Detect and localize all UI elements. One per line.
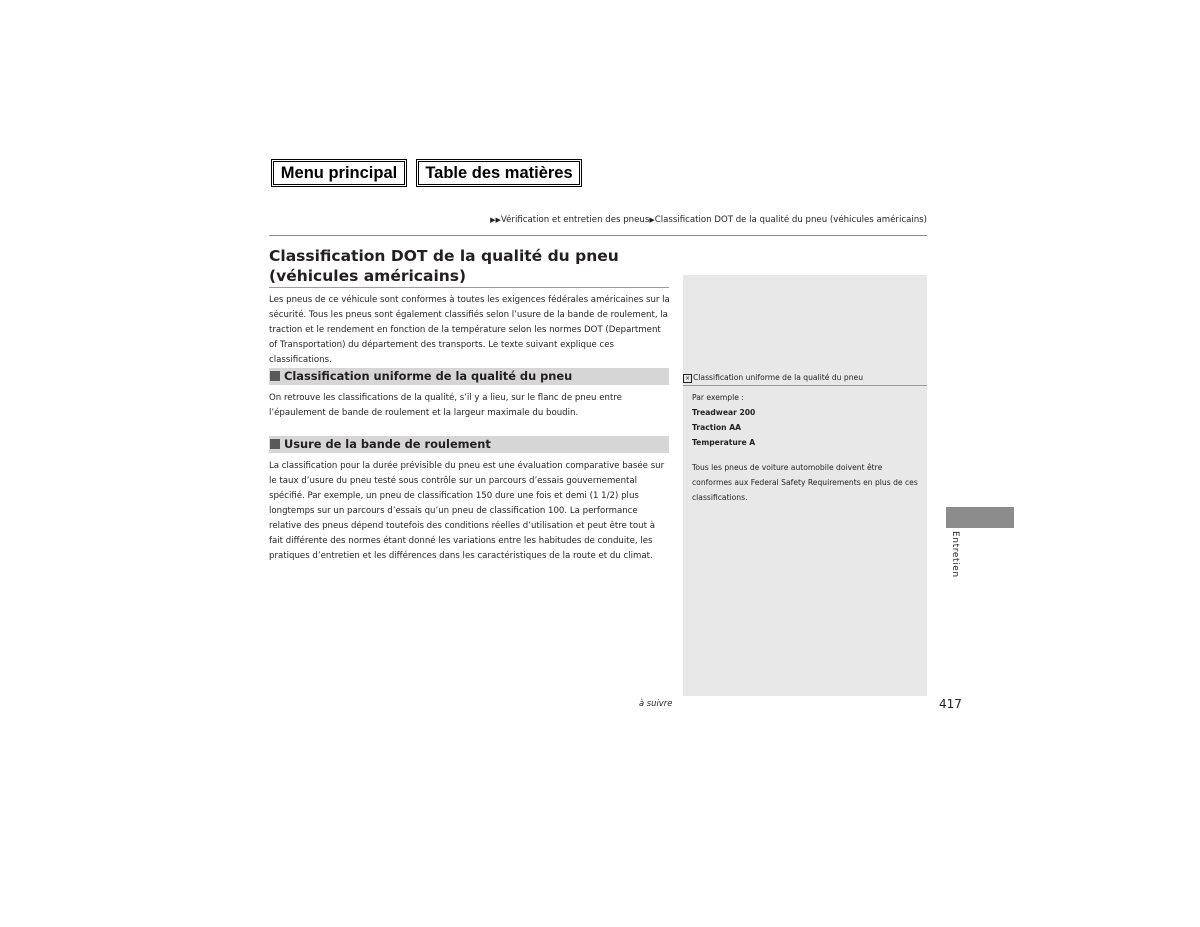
breadcrumb-link-tire-check[interactable]: Vérification et entretien des pneus	[500, 215, 650, 225]
intro-paragraph: Les pneus de ce véhicule sont conformes à toutes les exigences fédérales américaines sur la sécurité. Tous les pneus sont également classifiés selon l’usure de la bande de roulement, la traction et le rendement en fonction de la température selon les normes DOT (Department of Transportation) du département des transports. Le texte suivant explique ces classifications.	[269, 295, 670, 365]
double-arrow-icon: ▶▶	[490, 216, 501, 224]
page-number: 417	[939, 697, 962, 711]
sidebar-example-item: Traction AA	[692, 423, 741, 432]
section-heading-treadwear	[269, 436, 669, 453]
section-heading-uniform-classification	[269, 368, 669, 385]
sidebar-example-item: Treadwear 200	[692, 408, 756, 417]
section-heading-text: Usure de la bande de roulement	[284, 437, 491, 451]
section-paragraph-treadwear: La classification pour la durée prévisible du pneu est une évaluation comparative basée sur le taux d’usure du pneu testé sous contrôle sur un parcours d’essais gouvernemental spécifié. Par exemple, un pneu de classification 150 dure une fois et demi (1 1/2) plus longtemps sur un parcours d’essais qu’un pneu de classification 100. La performance relative des pneus dépend toutefois des conditions réelles d’utilisation et peut être tout à fait différente des normes étant donné les variations entre les habitudes de conduite, les pratiques d’entretien et les différences dans les caractéristiques de la route et du climat.	[269, 461, 665, 561]
section-paragraph-uniform-classification: On retrouve les classifications de la qualité, s’il y a lieu, sur le flanc de pneu entre l’épaulement de bande de roulement et la largeur maximale du boudin.	[269, 393, 622, 418]
table-of-contents-button[interactable]: Table des matières	[418, 161, 580, 185]
sidebar-heading-text: Classification uniforme de la qualité du pneu	[693, 373, 864, 382]
square-bullet-icon	[270, 371, 280, 381]
header-divider	[269, 235, 927, 236]
chapter-tab-marker	[946, 507, 1014, 528]
section-heading-text: Classification uniforme de la qualité du pneu	[284, 369, 573, 383]
title-divider	[269, 287, 669, 288]
continued-indicator: à suivre	[639, 698, 673, 708]
sidebar-heading	[683, 372, 927, 386]
chapter-tab-label: Entretien	[950, 531, 960, 578]
sidebar-note: Tous les pneus de voiture automobile doivent être conformes aux Federal Safety Requirements en plus de ces classifications.	[692, 463, 918, 502]
sidebar-example-label: Par exemple :	[692, 393, 744, 402]
breadcrumb	[269, 215, 927, 225]
sidebar-example-item: Temperature A	[692, 438, 756, 447]
breadcrumb-current: Classification DOT de la qualité du pneu (véhicules américains)	[654, 215, 927, 225]
square-bullet-icon	[270, 439, 280, 449]
note-icon: ×	[684, 375, 691, 382]
page-title: Classification DOT de la qualité du pneu (véhicules américains)	[269, 247, 619, 285]
arrow-icon: ▶	[649, 216, 655, 224]
main-menu-button[interactable]: Menu principal	[273, 161, 405, 185]
